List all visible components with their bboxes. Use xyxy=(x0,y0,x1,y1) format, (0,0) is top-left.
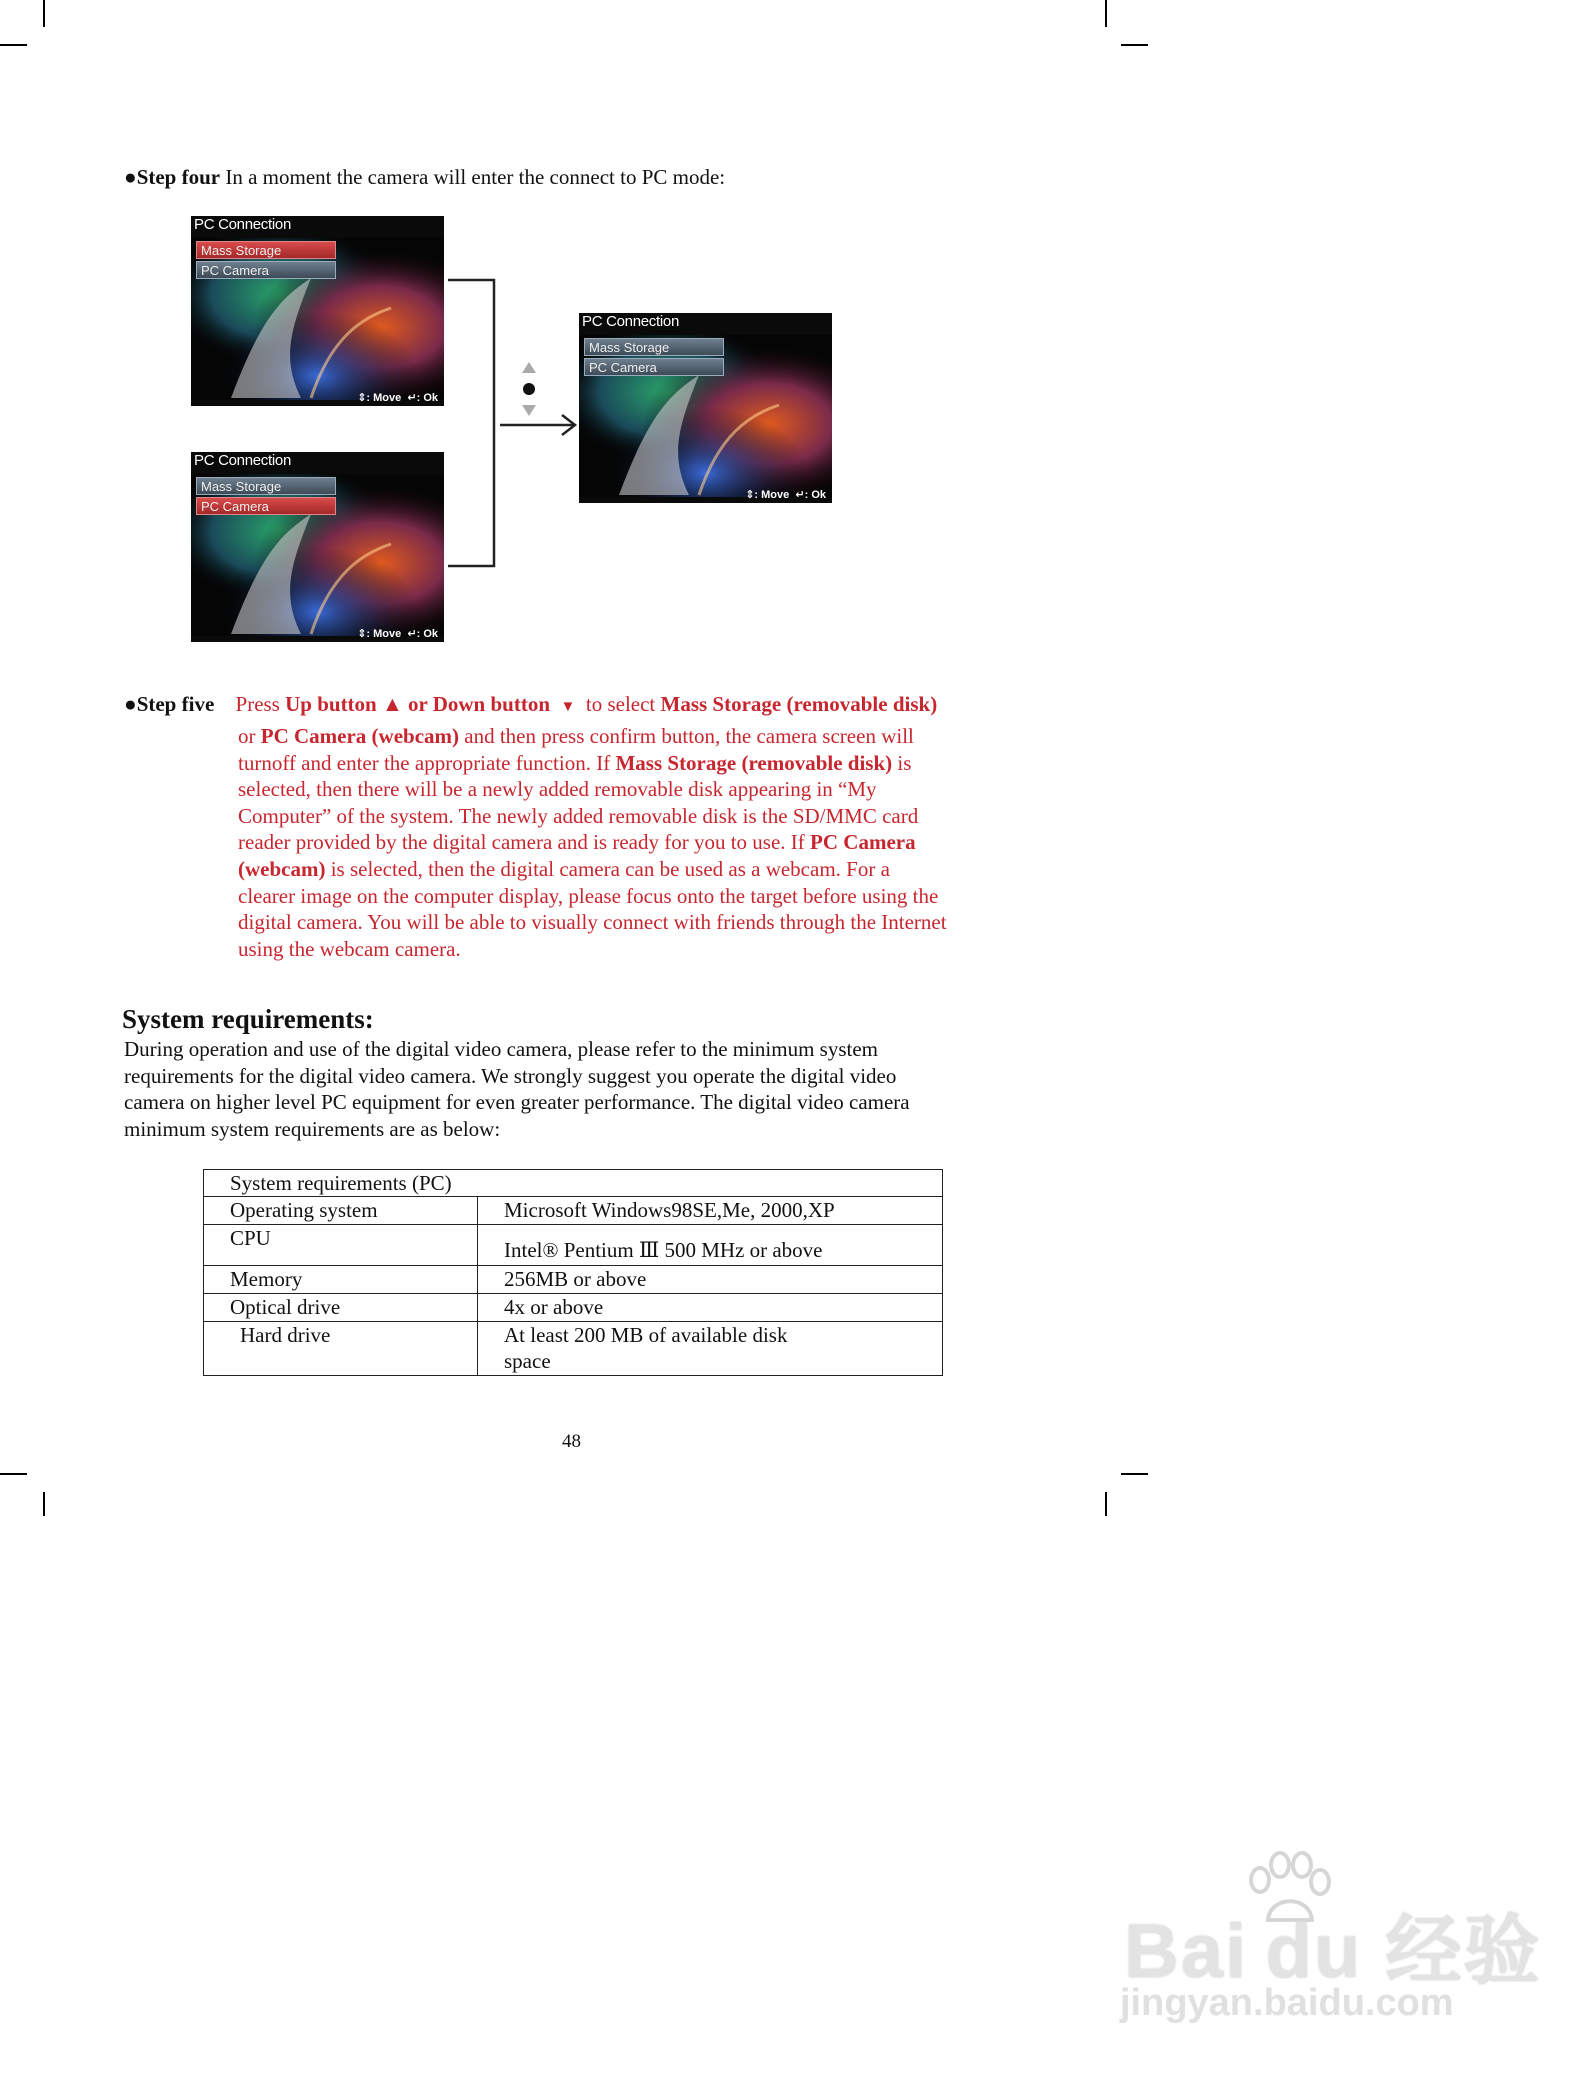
line-7 xyxy=(238,856,1038,883)
updown-icon: ⇕ xyxy=(357,392,367,404)
screen-hint xyxy=(357,391,438,404)
hint-move: : Move xyxy=(366,392,402,404)
table-row xyxy=(204,1322,943,1376)
text-mass-storage: Mass Storage (removable disk) xyxy=(660,692,938,716)
table-row xyxy=(204,1225,943,1266)
enter-icon: ↵ xyxy=(795,489,805,501)
text: reader provided by the digital camera and is ready for you to use. If xyxy=(238,830,811,855)
connector-diagram xyxy=(440,270,590,580)
updown-icon: ⇕ xyxy=(357,628,367,640)
step-five-body xyxy=(238,723,1038,962)
crop-mark xyxy=(1121,1473,1148,1475)
hint-ok: : Ok xyxy=(804,489,826,501)
paw-icon xyxy=(1240,1850,1340,1930)
table-header: System requirements (PC) xyxy=(204,1170,943,1197)
screen-hint xyxy=(357,627,438,640)
value-line: space xyxy=(504,1349,551,1373)
down-triangle-icon xyxy=(522,405,536,416)
step-four-line xyxy=(124,164,1024,191)
hint-move: : Move xyxy=(754,489,790,501)
line-8: clearer image on the computer display, please focus onto the target before using the xyxy=(238,883,939,908)
updown-icon: ⇕ xyxy=(745,489,755,501)
text-down-button: Down button xyxy=(432,692,551,716)
menu-item-pc-camera: PC Camera xyxy=(196,497,336,515)
screen-title: PC Connection xyxy=(582,313,679,330)
row-label: CPU xyxy=(204,1225,478,1266)
step-five-label: Step five xyxy=(136,692,215,716)
text-webcam: (webcam) xyxy=(238,856,326,881)
text: is xyxy=(892,750,912,775)
camera-screen-default xyxy=(579,313,832,503)
paragraph-line: minimum system requirements are as below: xyxy=(124,1116,501,1141)
crop-mark xyxy=(1121,44,1148,46)
table-header-row xyxy=(204,1170,943,1197)
text: turnoff and enter the appropriate function. If xyxy=(238,750,616,775)
section-heading: System requirements: xyxy=(122,1004,374,1034)
row-value: Microsoft Windows98SE,Me, 2000,XP xyxy=(478,1197,943,1225)
screen-title: PC Connection xyxy=(194,216,291,233)
page-number: 48 xyxy=(562,1431,581,1452)
watermark-url: jingyan.baidu.com xyxy=(1120,1982,1454,2024)
row-label: Optical drive xyxy=(204,1294,478,1322)
crop-mark xyxy=(0,44,27,46)
paragraph-line: camera on higher level PC equipment for even greater performance. The digital video camera xyxy=(124,1090,910,1115)
row-label: Hard drive xyxy=(204,1322,478,1376)
line-3 xyxy=(238,750,1038,777)
text-pc-camera: PC Camera (webcam) xyxy=(260,724,460,748)
bullet: ● xyxy=(124,165,137,189)
enter-icon: ↵ xyxy=(407,392,417,404)
hint-ok: : Ok xyxy=(416,628,438,640)
watermark-logo: Bai du 经验 xyxy=(1124,1909,1542,1994)
up-triangle-icon xyxy=(522,362,536,373)
screen-title: PC Connection xyxy=(194,452,291,469)
ok-dot-icon xyxy=(523,383,535,395)
menu-item-mass-storage: Mass Storage xyxy=(196,241,336,259)
crop-mark xyxy=(1105,0,1107,27)
camera-screen-mass-storage-selected xyxy=(191,216,444,406)
text-mass-storage: Mass Storage (removable disk) xyxy=(615,750,893,775)
down-triangle-icon: ▼ xyxy=(560,699,576,715)
crop-mark xyxy=(43,0,45,27)
crop-mark xyxy=(43,1492,45,1516)
line-4: selected, then there will be a newly added removable disk appearing in “My xyxy=(238,777,877,802)
menu-item-pc-camera: PC Camera xyxy=(196,261,336,279)
row-label: Memory xyxy=(204,1266,478,1294)
enter-icon: ↵ xyxy=(407,628,417,640)
value-line: At least 200 MB of available disk xyxy=(504,1323,788,1347)
table-row xyxy=(204,1197,943,1225)
crop-mark xyxy=(0,1473,27,1475)
menu-item-mass-storage: Mass Storage xyxy=(584,338,724,356)
crop-mark xyxy=(1105,1492,1107,1516)
text: or xyxy=(238,724,261,748)
row-value: 256MB or above xyxy=(478,1266,943,1294)
line-10: using the webcam camera. xyxy=(238,936,461,961)
bullet: ● xyxy=(124,692,137,716)
text-up-button: Up button ▲ xyxy=(285,692,403,716)
paragraph-line: requirements for the digital video camera. We strongly suggest you operate the digital video xyxy=(124,1063,897,1088)
step-four-label: Step four xyxy=(136,165,221,189)
text-to-select: to select xyxy=(580,692,661,716)
hint-ok: : Ok xyxy=(416,392,438,404)
text: is selected, then the digital camera can be used as a webcam. For a xyxy=(325,856,890,881)
row-value xyxy=(478,1322,943,1376)
menu-item-pc-camera: PC Camera xyxy=(584,358,724,376)
text-press: Press xyxy=(235,692,286,716)
row-value: Intel® Pentium Ⅲ 500 MHz or above xyxy=(478,1225,943,1266)
hint-move: : Move xyxy=(366,628,402,640)
line-9: digital camera. You will be able to visually connect with friends through the Internet xyxy=(238,910,947,935)
text: and then press confirm button, the camera screen will xyxy=(459,724,914,748)
line-6 xyxy=(238,829,1038,856)
requirements-table xyxy=(203,1169,943,1376)
camera-screen-pc-camera-selected xyxy=(191,452,444,642)
step-five-line-1 xyxy=(124,691,1024,721)
paragraph-line: During operation and use of the digital video camera, please refer to the minimum system xyxy=(124,1037,879,1061)
text-pc-camera: PC Camera xyxy=(810,830,916,855)
line-2 xyxy=(238,723,1038,750)
line-5: Computer” of the system. The newly added removable disk is the SD/MMC card xyxy=(238,803,919,828)
system-paragraph xyxy=(124,1036,1024,1142)
table-row xyxy=(204,1294,943,1322)
row-value: 4x or above xyxy=(478,1294,943,1322)
table-row xyxy=(204,1266,943,1294)
row-label: Operating system xyxy=(204,1197,478,1225)
menu-item-mass-storage: Mass Storage xyxy=(196,477,336,495)
step-four-text: In a moment the camera will enter the connect to PC mode: xyxy=(220,165,726,189)
screen-hint xyxy=(745,488,826,501)
bracket-line xyxy=(448,280,494,566)
text-or: or xyxy=(402,692,433,716)
